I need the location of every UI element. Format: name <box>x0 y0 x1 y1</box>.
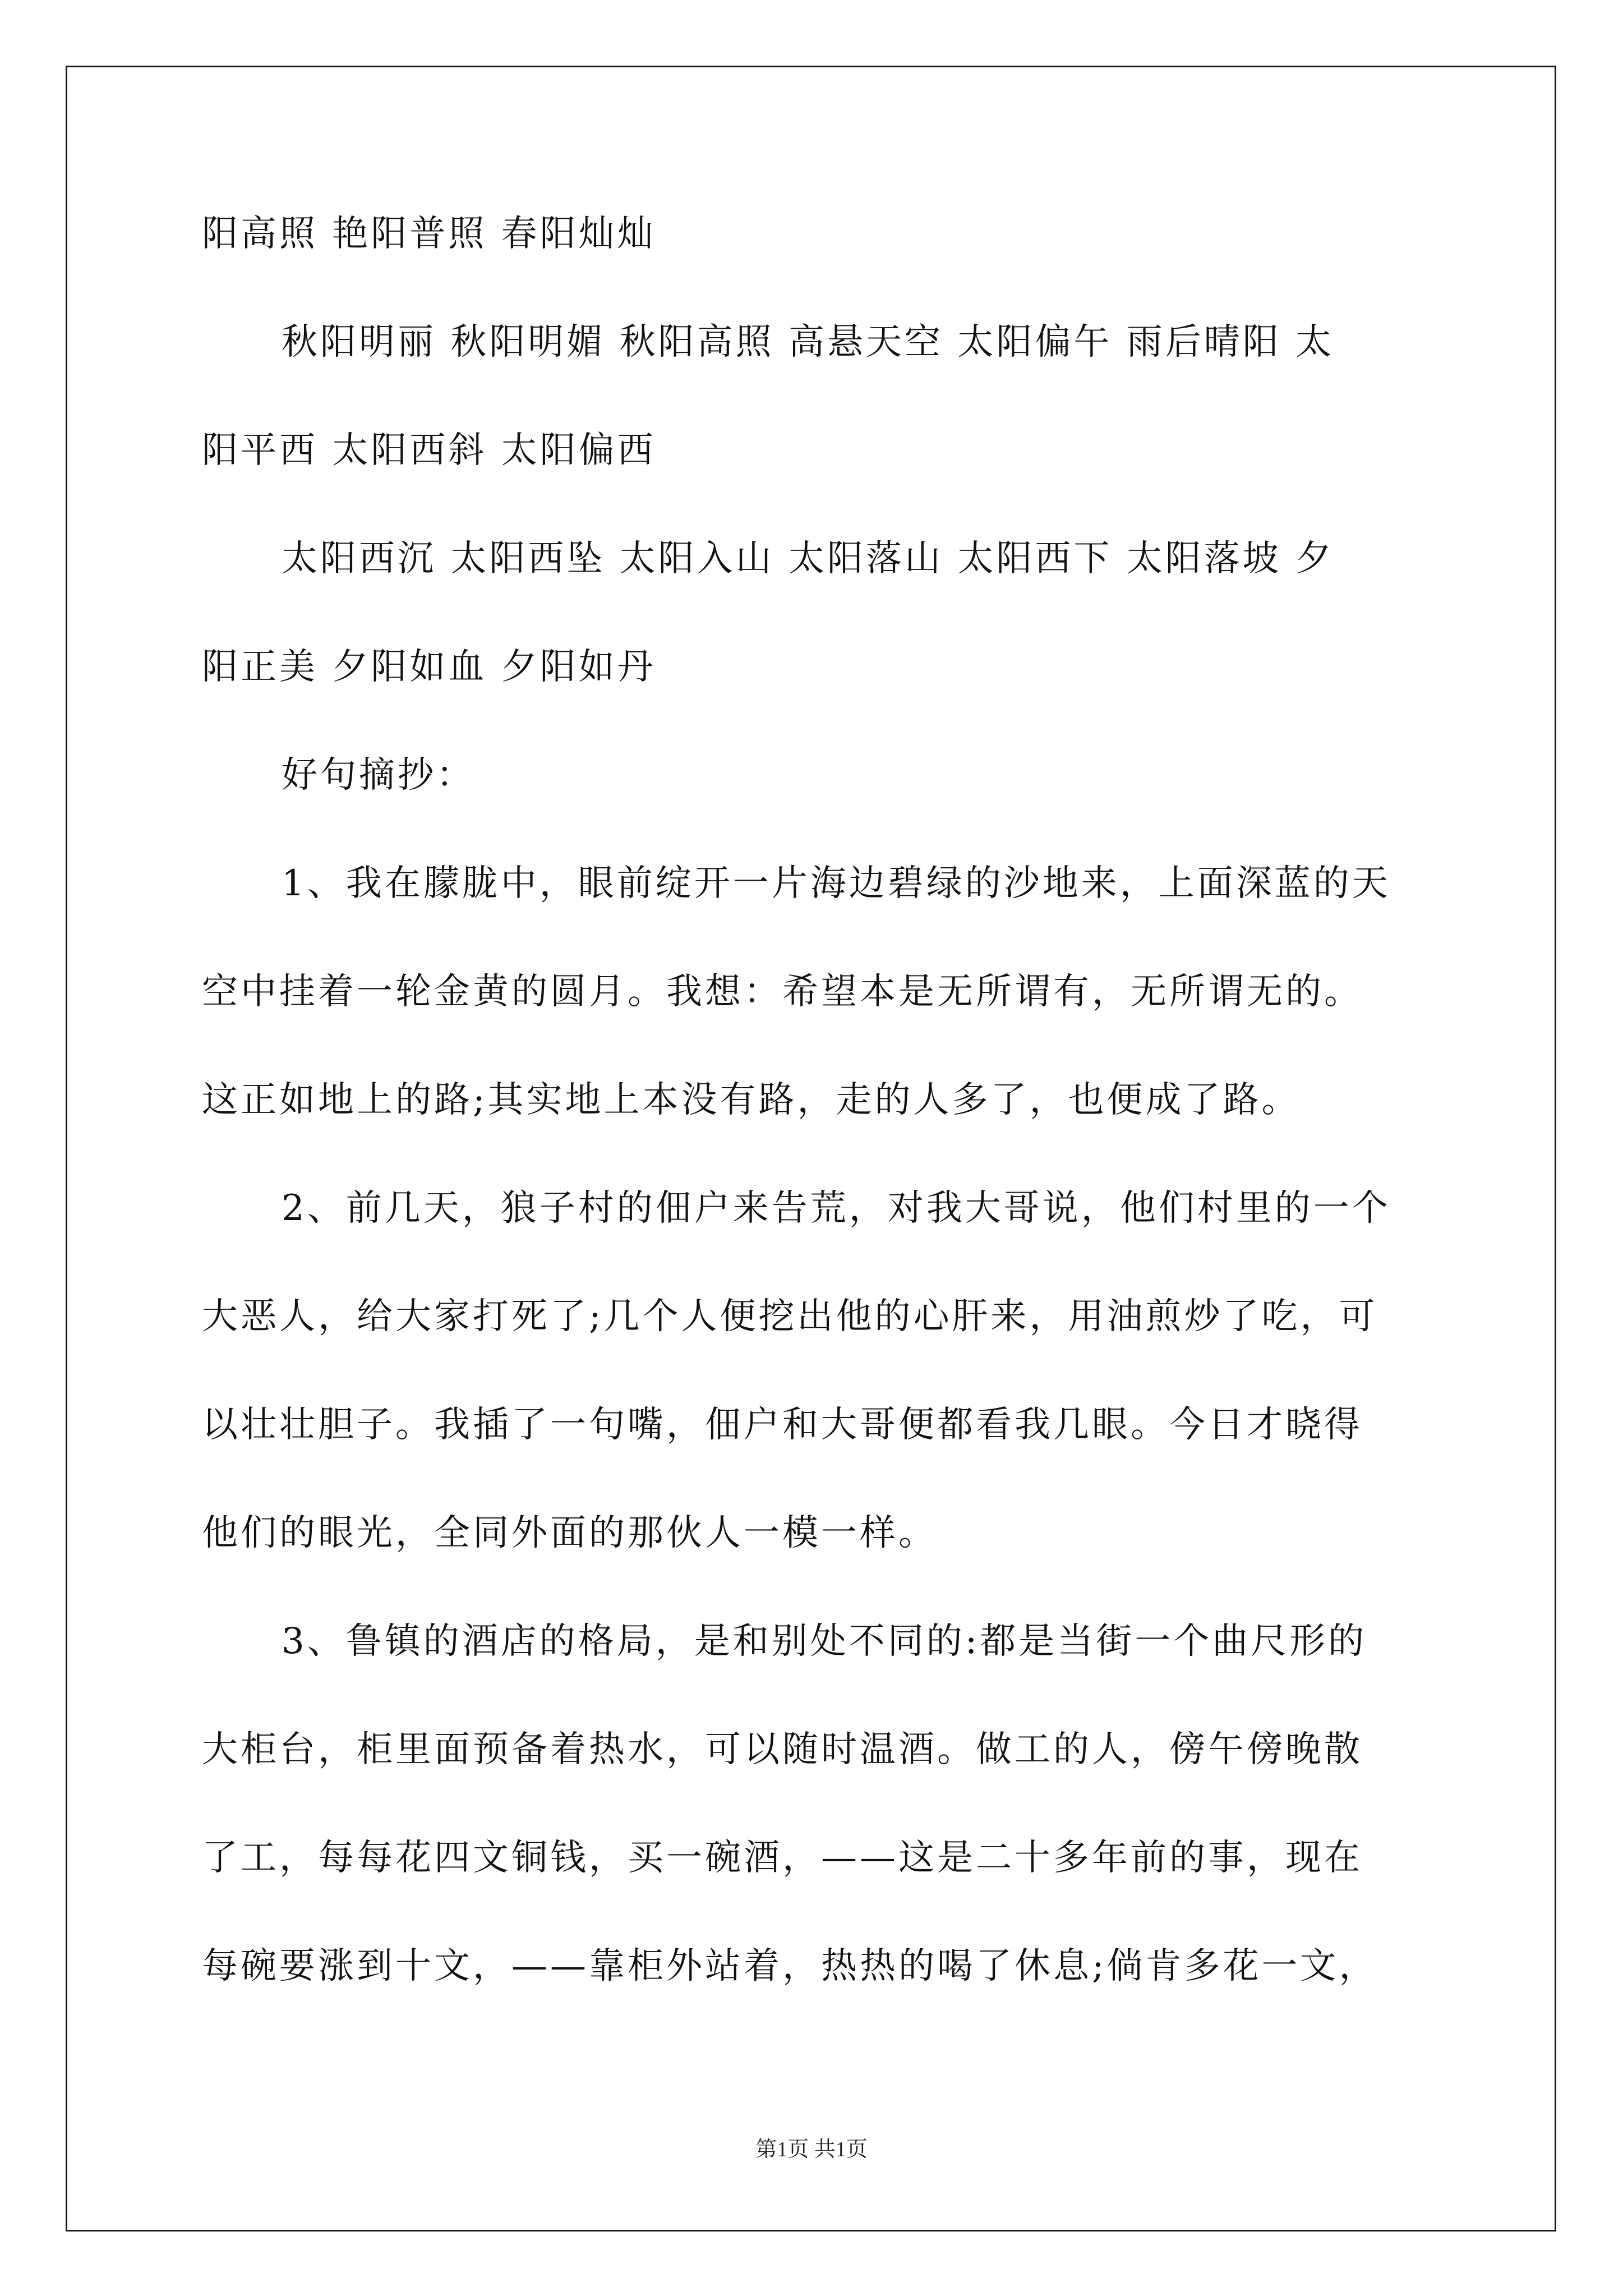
text-line: 1、我在朦胧中，眼前绽开一片海边碧绿的沙地来，上面深蓝的天 <box>282 863 1391 904</box>
section-heading: 好句摘抄： <box>282 754 475 796</box>
text-line: 以壮壮胆子。我插了一句嘴，佃户和大哥便都看我几眼。今日才晓得 <box>202 1404 1363 1446</box>
text-line: 秋阳明丽 秋阳明媚 秋阳高照 高悬天空 太阳偏午 雨后晴阳 太 <box>282 321 1335 363</box>
text-line: 2、前几天，狼子村的佃户来告荒，对我大哥说，他们村里的一个 <box>282 1188 1391 1229</box>
text-line: 每碗要涨到十文，——靠柜外站着，热热的喝了休息;倘肯多花一文， <box>202 1945 1378 1987</box>
text-line: 阳高照 艳阳普照 春阳灿灿 <box>202 213 656 255</box>
text-line: 3、鲁镇的酒店的格局，是和别处不同的:都是当街一个曲尺形的 <box>282 1621 1367 1662</box>
text-line: 了工，每每花四文铜钱，买一碗酒，——这是二十多年前的事，现在 <box>202 1837 1363 1879</box>
text-line: 这正如地上的路;其实地上本没有路，走的人多了，也便成了路。 <box>202 1079 1301 1121</box>
text-line: 大柜台，柜里面预备着热水，可以随时温酒。做工的人，傍午傍晚散 <box>202 1729 1363 1770</box>
text-line: 空中挂着一轮金黄的圆月。我想：希望本是无所谓有，无所谓无的。 <box>202 971 1363 1013</box>
page-border <box>66 66 1556 2231</box>
text-line: 阳平西 太阳西斜 太阳偏西 <box>202 430 656 471</box>
text-line: 他们的眼光，全同外面的那伙人一模一样。 <box>202 1512 937 1554</box>
text-line: 阳正美 夕阳如血 夕阳如丹 <box>202 646 656 688</box>
text-line: 太阳西沉 太阳西坠 太阳入山 太阳落山 太阳西下 太阳落坡 夕 <box>282 538 1335 579</box>
page-number-footer: 第1页 共1页 <box>755 2138 868 2161</box>
text-line: 大恶人，给大家打死了;几个人便挖出他的心肝来，用油煎炒了吃，可 <box>202 1296 1378 1337</box>
